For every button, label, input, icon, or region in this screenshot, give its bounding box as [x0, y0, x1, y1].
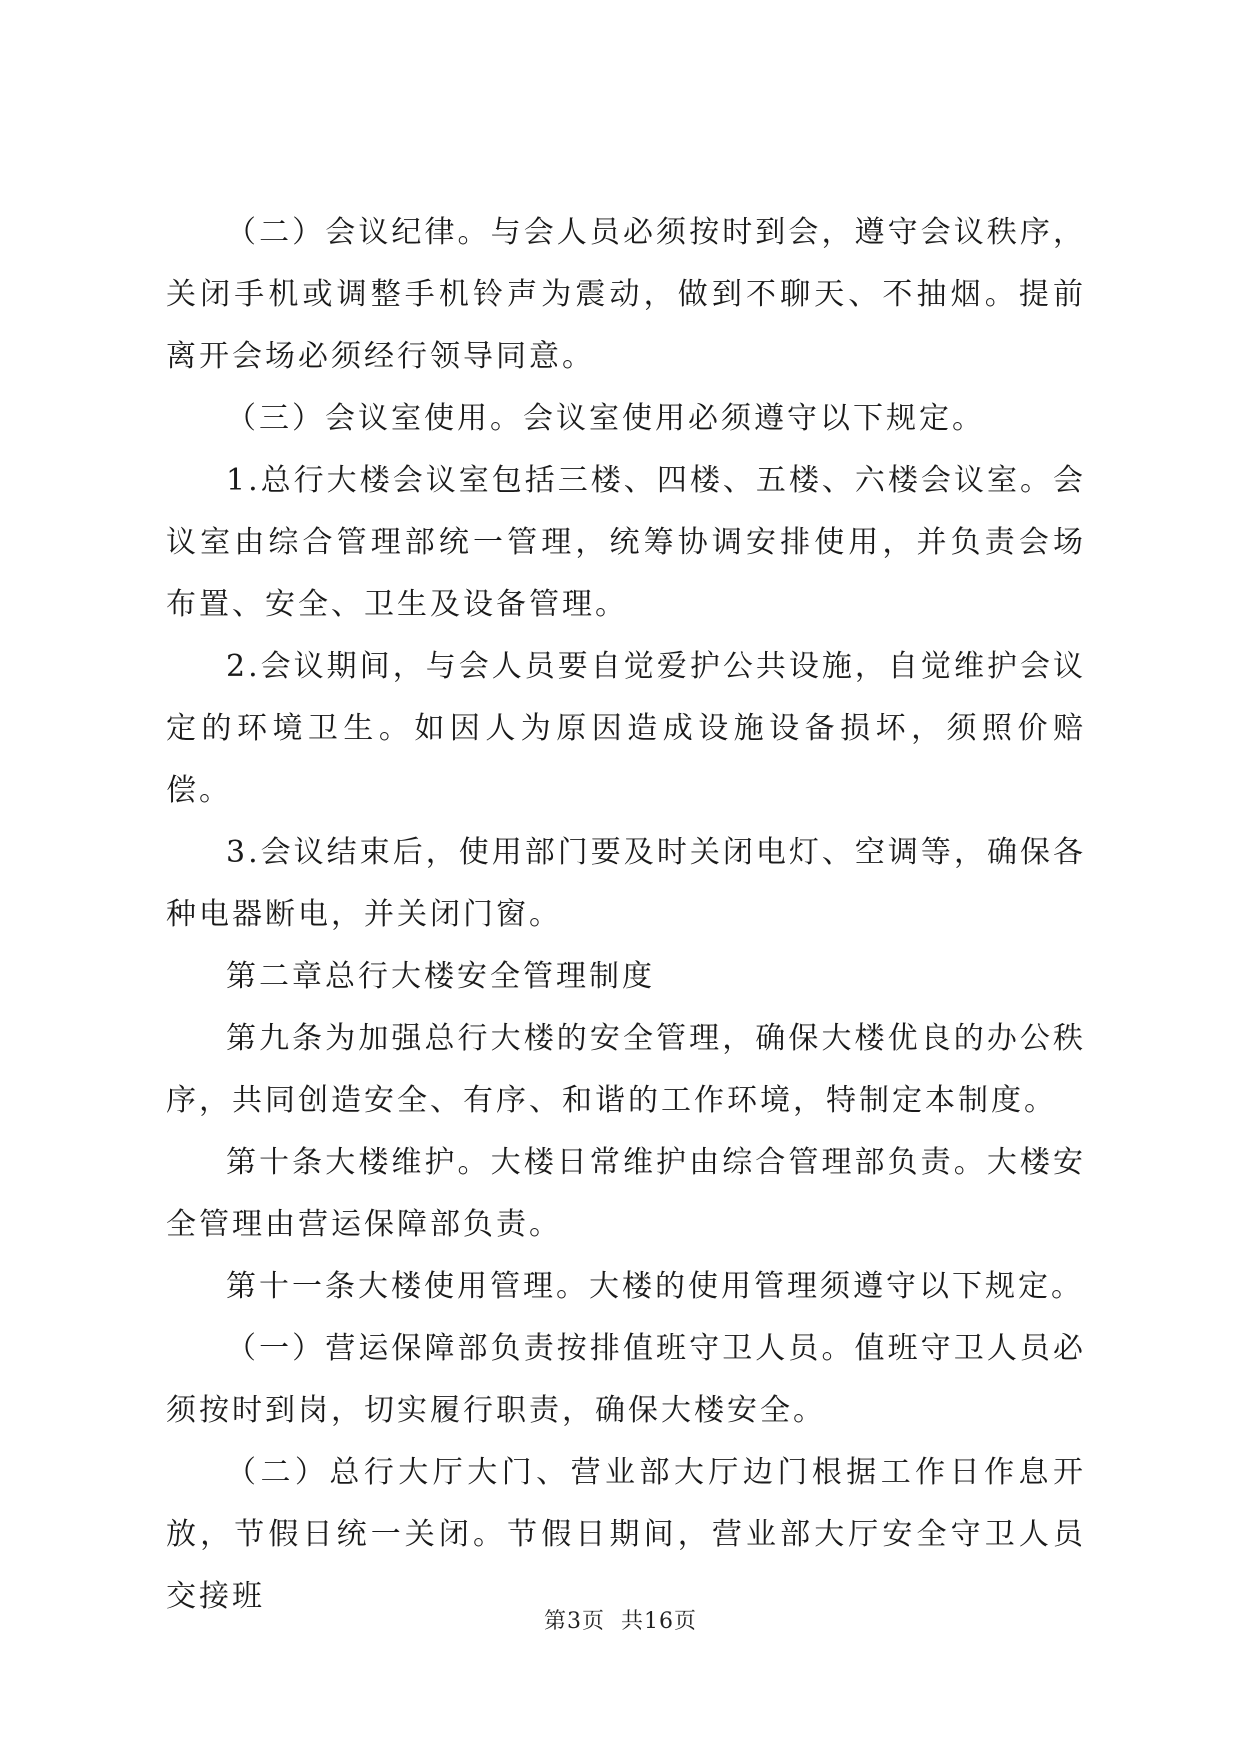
page-footer [0, 1604, 1241, 1635]
article-11-item-1: （一）营运保障部负责按排值班守卫人员。值班守卫人员必须按时到岗，切实履行职责，确保大楼安全。 [166, 1331, 1086, 1428]
paragraph-rule-3: 3.会议结束后，使用部门要及时关闭电灯、空调等，确保各种电器断电，并关闭门窗。 [166, 835, 1086, 932]
paragraph-rule-1: 1.总行大楼会议室包括三楼、四楼、五楼、六楼会议室。会议室由综合管理部统一管理，统筹协调安排使用，并负责会场布置、安全、卫生及设备管理。 [166, 463, 1086, 622]
chapter-heading: 第二章总行大楼安全管理制度 [226, 959, 655, 994]
document-body [166, 202, 1086, 1628]
page-total: 共16页 [621, 1609, 697, 1634]
article-10: 第十条大楼维护。大楼日常维护由综合管理部负责。大楼安全管理由营运保障部负责。 [166, 1145, 1086, 1242]
page-number: 第3页 [544, 1609, 605, 1634]
article-9: 第九条为加强总行大楼的安全管理，确保大楼优良的办公秩序，共同创造安全、有序、和谐的工作环境，特制定本制度。 [166, 1021, 1086, 1118]
paragraph-rule-2: 2.会议期间，与会人员要自觉爱护公共设施，自觉维护会议定的环境卫生。如因人为原因造成设施设备损坏，须照价赔偿。 [166, 649, 1086, 808]
paragraph-meeting-room-use: （三）会议室使用。会议室使用必须遵守以下规定。 [226, 401, 985, 436]
article-11: 第十一条大楼使用管理。大楼的使用管理须遵守以下规定。 [226, 1269, 1084, 1304]
paragraph-meeting-discipline: （二）会议纪律。与会人员必须按时到会，遵守会议秩序，关闭手机或调整手机铃声为震动，做到不聊天、不抽烟。提前离开会场必须经行领导同意。 [166, 215, 1086, 374]
article-11-item-2: （二）总行大厅大门、营业部大厅边门根据工作日作息开放，节假日统一关闭。节假日期间，营业部大厅安全守卫人员交接班 [166, 1455, 1086, 1614]
